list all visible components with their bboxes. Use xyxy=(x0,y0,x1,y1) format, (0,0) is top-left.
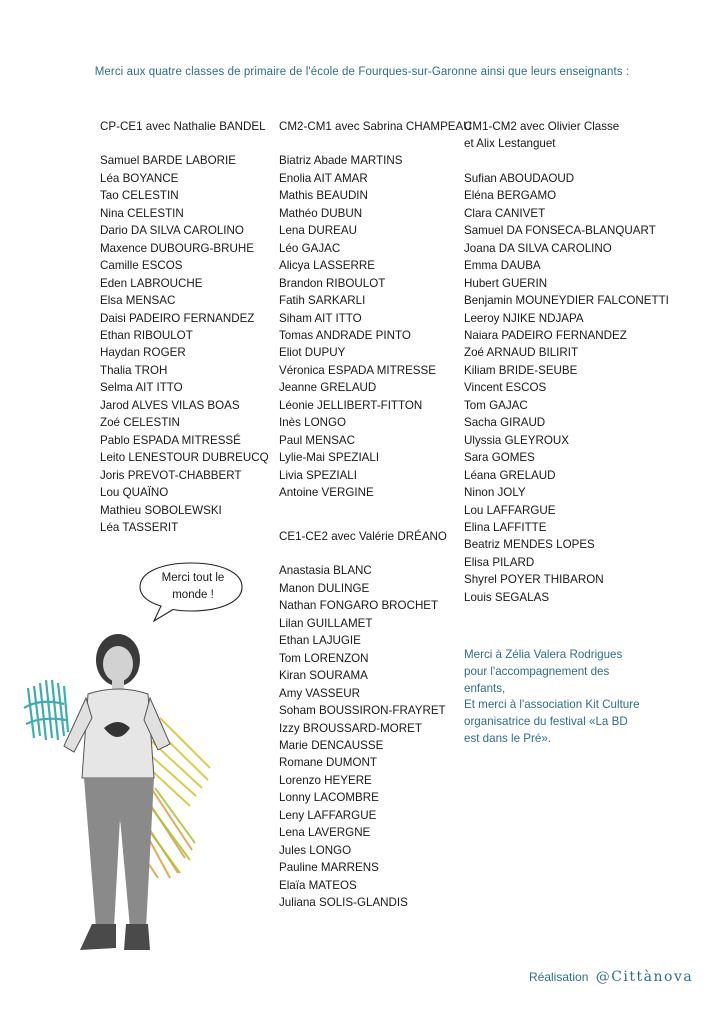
class-heading: CE1-CE2 avec Valérie DRÉANO xyxy=(279,530,447,543)
student-name: Benjamin MOUNEYDIER FALCONETTI xyxy=(464,294,669,308)
student-name: Elina LAFFITTE xyxy=(464,520,547,534)
footer-label: Réalisation xyxy=(529,970,589,984)
student-name: Eléna BERGAMO xyxy=(464,189,557,203)
student-name: Maxence DUBOURG-BRUHE xyxy=(100,241,254,255)
student-name: Joana DA SILVA CAROLINO xyxy=(464,241,612,255)
student-name: Vincent ESCOS xyxy=(464,381,547,395)
student-name: Kiran SOURAMA xyxy=(279,669,368,683)
student-name: Pauline MARRENS xyxy=(279,861,379,875)
thanks-line: pour l'accompagnement des xyxy=(464,664,610,678)
student-name: Alicya LASSERRE xyxy=(279,259,376,273)
student-name: Camille ESCOS xyxy=(100,259,183,273)
student-name: Kiliam BRIDE-SEUBE xyxy=(464,363,578,377)
child-photo-with-scribbles-icon xyxy=(20,628,220,988)
student-name: Eden LABROUCHE xyxy=(100,276,203,290)
student-name: Leny LAFFARGUE xyxy=(279,808,377,822)
student-name: Mathis BEAUDIN xyxy=(279,189,368,203)
student-name: Ulyssia GLEYROUX xyxy=(464,433,570,447)
student-name: Clara CANIVET xyxy=(464,206,546,220)
student-name: Shyrel POYER THIBARON xyxy=(464,573,604,587)
student-name: Sara GOMES xyxy=(464,451,535,465)
student-name: Lou QUAÏNO xyxy=(100,486,169,500)
thanks-line: organisatrice du festival «La BD xyxy=(464,715,628,729)
student-name: Livia SPEZIALI xyxy=(279,468,357,482)
bubble-text xyxy=(148,570,238,604)
bubble-line: Merci tout le xyxy=(161,572,225,584)
brand-logo: @Cittànova xyxy=(595,969,694,985)
student-name: Joris PREVOT-CHABBERT xyxy=(100,468,242,482)
student-name: Tom GAJAC xyxy=(464,398,528,412)
child-illustration xyxy=(20,628,220,988)
student-name: Léo GAJAC xyxy=(279,241,341,255)
student-name: Lonny LACOMBRE xyxy=(279,791,379,805)
student-name: Selma AIT ITTO xyxy=(100,381,183,395)
class-heading-line: et Alix Lestanguet xyxy=(464,137,556,151)
bubble-line: monde ! xyxy=(172,589,214,601)
student-name: Leeroy NJIKE NDJAPA xyxy=(464,311,584,325)
class-cp-ce1 xyxy=(100,118,269,536)
student-name: Jules LONGO xyxy=(279,843,352,857)
student-name: Thalia TROH xyxy=(100,363,168,377)
class-heading-line: CM1-CM2 avec Olivier Classe xyxy=(464,120,620,133)
student-name: Inès LONGO xyxy=(279,416,347,430)
student-name: Jarod ALVES VILAS BOAS xyxy=(100,398,240,412)
student-name: Brandon RIBOULOT xyxy=(279,276,386,290)
student-name: Leito LENESTOUR DUBREUCQ xyxy=(100,451,269,465)
student-name: Samuel BARDE LABORIE xyxy=(100,154,236,168)
student-name: Lena LAVERGNE xyxy=(279,826,371,840)
student-name: Sufian ABOUDAOUD xyxy=(464,171,575,185)
student-name: Romane DUMONT xyxy=(279,756,377,770)
student-name: Beatriz MENDES LOPES xyxy=(464,538,595,552)
page-header: Merci aux quatre classes de primaire de l'école de Fourques-sur-Garonne ainsi que leurs enseignants : xyxy=(94,66,630,78)
student-list xyxy=(100,152,269,536)
student-name: Naiara PADEIRO FERNANDEZ xyxy=(464,328,627,342)
student-name: Samuel DA FONSECA-BLANQUART xyxy=(464,224,656,238)
student-name: Haydan ROGER xyxy=(100,346,186,360)
student-name: Lena DUREAU xyxy=(279,224,357,238)
student-name: Elaïa MATEOS xyxy=(279,878,357,892)
student-name: Zoé CELESTIN xyxy=(100,416,180,430)
student-name: Ethan LAJUGIE xyxy=(279,634,361,648)
student-name: Marie DENCAUSSE xyxy=(279,738,384,752)
student-list xyxy=(464,170,669,606)
student-name: Lylie-Mai SPEZIALI xyxy=(279,451,380,465)
student-name: Emma DAUBA xyxy=(464,259,541,273)
student-name: Izzy BROUSSARD-MORET xyxy=(279,721,422,735)
student-name: Enolia AIT AMAR xyxy=(279,171,368,185)
student-name: Hubert GUERIN xyxy=(464,276,548,290)
student-name: Louis SEGALAS xyxy=(464,590,550,604)
student-name: Léonie JELLIBERT-FITTON xyxy=(279,398,423,412)
student-name: Lorenzo HEYERE xyxy=(279,773,372,787)
student-name: Siham AIT ITTO xyxy=(279,311,362,325)
student-name: Nathan FONGARO BROCHET xyxy=(279,599,439,613)
student-name: Tao CELESTIN xyxy=(100,189,179,203)
student-name: Anastasia BLANC xyxy=(279,564,372,578)
thanks-line: Merci à Zélia Valera Rodrigues xyxy=(464,648,623,661)
student-name: Lou LAFFARGUE xyxy=(464,503,556,517)
thanks-line: Et merci à l'association Kit Culture xyxy=(464,698,640,712)
footer-credit xyxy=(529,969,693,985)
student-name: Tom LORENZON xyxy=(279,651,369,665)
class-heading: CM2-CM1 avec Sabrina CHAMPEAU xyxy=(279,120,472,133)
student-name: Elsa MENSAC xyxy=(100,294,176,308)
student-name: Ethan RIBOULOT xyxy=(100,328,193,342)
class-heading xyxy=(464,118,669,153)
student-name: Léa BOYANCE xyxy=(100,171,179,185)
class-ce1-ce2 xyxy=(279,528,447,912)
student-name: Zoé ARNAUD BILIRIT xyxy=(464,346,579,360)
student-name: Mathéo DUBUN xyxy=(279,206,363,220)
thanks-line: est dans le Pré». xyxy=(464,731,552,745)
student-name: Dario DA SILVA CAROLINO xyxy=(100,224,244,238)
student-name: Léana GRELAUD xyxy=(464,468,556,482)
speech-bubble xyxy=(136,561,246,623)
student-name: Fatih SARKARLI xyxy=(279,294,366,308)
student-name: Paul MENSAC xyxy=(279,433,356,447)
student-name: Antoine VERGINE xyxy=(279,486,374,500)
student-name: Elisa PILARD xyxy=(464,555,535,569)
student-name: Pablo ESPADA MITRESSÉ xyxy=(100,433,241,447)
student-name: Mathieu SOBOLEWSKI xyxy=(100,503,222,517)
student-name: Biatriz Abade MARTINS xyxy=(279,154,403,168)
student-name: Sacha GIRAUD xyxy=(464,416,546,430)
student-list xyxy=(279,152,472,501)
student-name: Soham BOUSSIRON-FRAYRET xyxy=(279,704,446,718)
student-name: Eliot DUPUY xyxy=(279,346,346,360)
student-name: Jeanne GRELAUD xyxy=(279,381,377,395)
student-name: Lilan GUILLAMET xyxy=(279,616,373,630)
student-name: Véronica ESPADA MITRESSE xyxy=(279,363,437,377)
thanks-line: enfants, xyxy=(464,681,506,695)
student-name: Tomas ANDRADE PINTO xyxy=(279,328,411,342)
class-cm2-cm1 xyxy=(279,118,472,502)
student-name: Juliana SOLIS-GLANDIS xyxy=(279,896,408,910)
class-cm1-cm2 xyxy=(464,118,669,606)
student-name: Daisi PADEIRO FERNANDEZ xyxy=(100,311,255,325)
student-name: Manon DULINGE xyxy=(279,581,370,595)
student-name: Ninon JOLY xyxy=(464,486,526,500)
student-list xyxy=(279,562,447,911)
thanks-note xyxy=(464,647,664,748)
student-name: Amy VASSEUR xyxy=(279,686,360,700)
student-name: Léa TASSERIT xyxy=(100,520,179,534)
class-heading: CP-CE1 avec Nathalie BANDEL xyxy=(100,120,266,133)
student-name: Nina CELESTIN xyxy=(100,206,184,220)
